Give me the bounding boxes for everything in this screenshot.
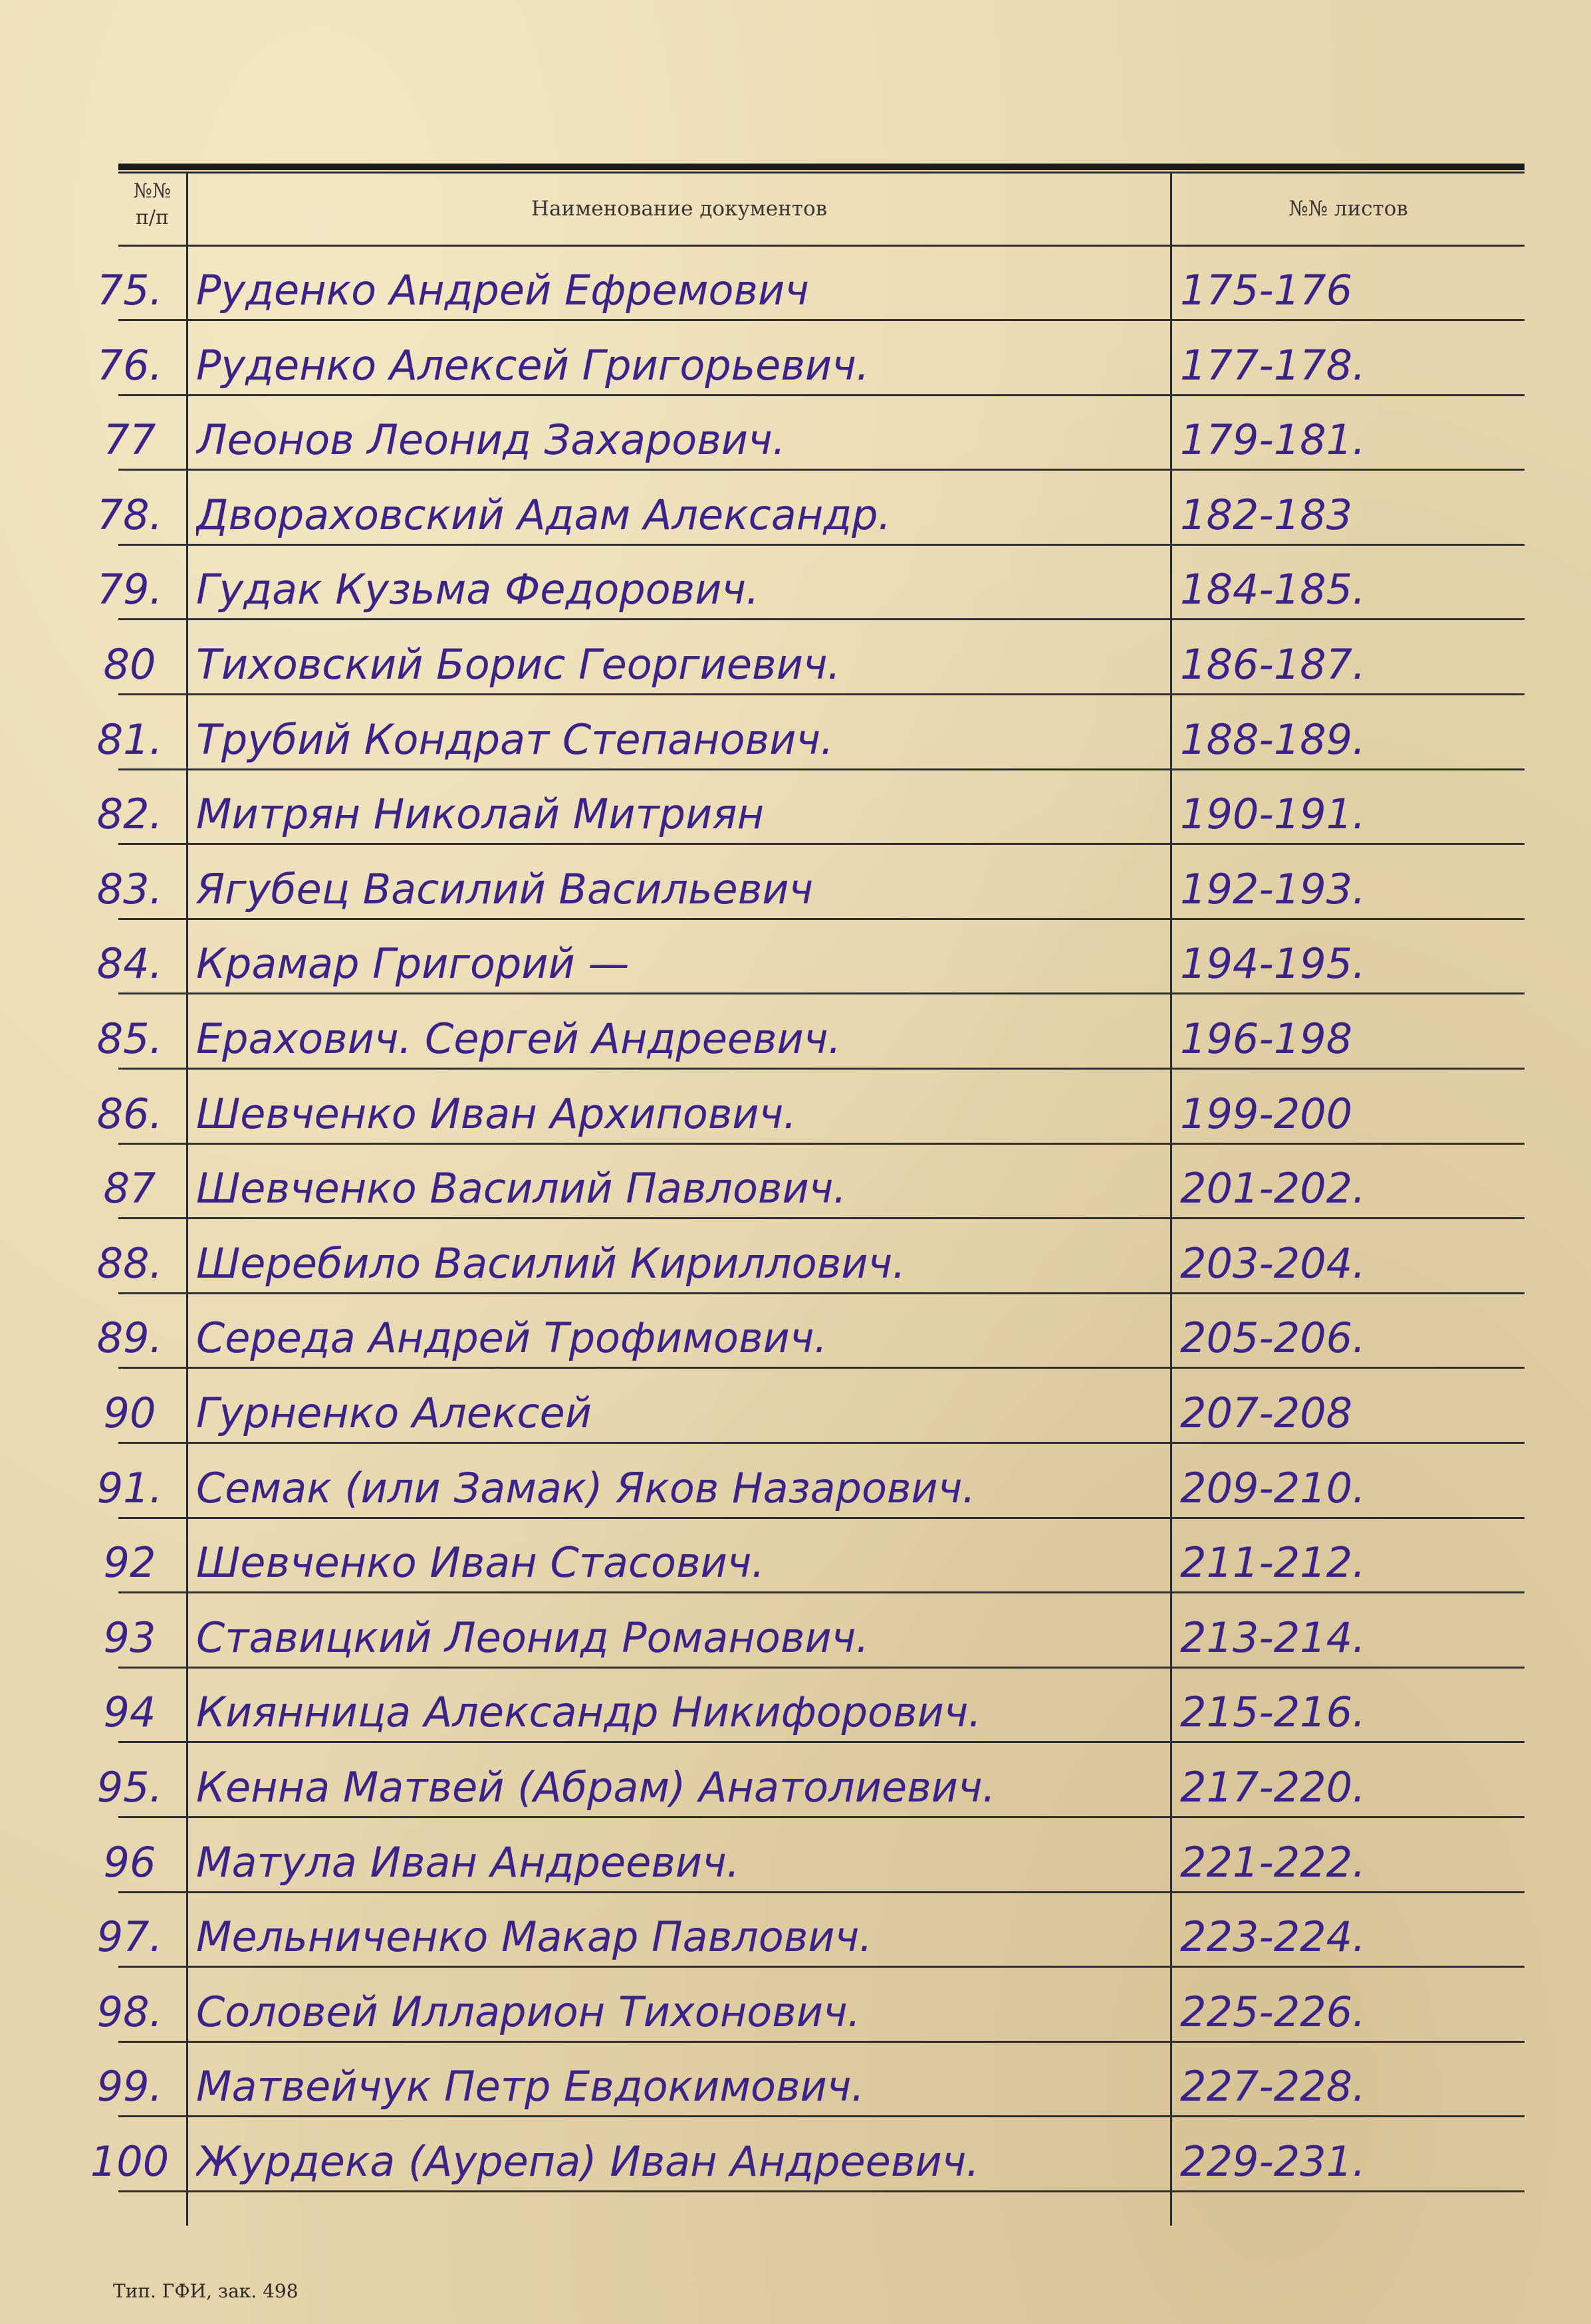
row-sheet-range: 186-187. [1180, 640, 1366, 689]
table-row [73, 471, 1523, 546]
row-sheet-range: 215-216. [1180, 1688, 1366, 1737]
row-document-name: Киянница Александр Никифорович. [196, 1688, 982, 1737]
row-number: 92 [103, 1538, 156, 1587]
row-sheet-range: 203-204. [1180, 1238, 1366, 1288]
row-document-name: Шеребило Василий Кириллович. [196, 1238, 906, 1288]
row-sheet-range: 221-222. [1180, 1837, 1366, 1887]
row-sheet-range: 196-198 [1180, 1014, 1353, 1063]
row-rule [118, 319, 1525, 321]
row-number: 89. [96, 1314, 163, 1363]
column-header-number: №№ п/п [133, 179, 172, 229]
row-number: 75. [96, 266, 163, 314]
row-sheet-range: 188-189. [1180, 715, 1366, 764]
row-document-name: Матвейчук Петр Евдокимович. [196, 2062, 865, 2111]
row-rule [118, 768, 1525, 770]
table-row [73, 2118, 1523, 2192]
row-document-name: Мельниченко Макар Павлович. [196, 1913, 872, 1962]
table-row [73, 1968, 1523, 2043]
row-rule [118, 2115, 1525, 2117]
row-document-name: Двораховский Адам Александр. [196, 490, 892, 539]
row-sheet-range: 192-193. [1180, 864, 1366, 913]
row-rule [118, 469, 1525, 471]
row-sheet-range: 227-228. [1180, 2062, 1366, 2111]
row-document-name: Журдека (Аурепа) Иван Андреевич. [196, 2137, 979, 2186]
row-document-name: Шевченко Василий Павлович. [196, 1164, 847, 1213]
row-number: 99. [96, 2062, 163, 2111]
row-sheet-range: 179-181. [1180, 415, 1366, 465]
row-rule [118, 1068, 1525, 1070]
table-row [73, 1445, 1523, 1519]
row-number: 87 [103, 1164, 156, 1213]
row-rule [118, 918, 1525, 920]
table-row [73, 1669, 1523, 1743]
row-sheet-range: 207-208 [1180, 1389, 1353, 1437]
table-row [73, 2043, 1523, 2117]
table-row [73, 995, 1523, 1070]
column-header-sheet-numbers: №№ листов [1288, 197, 1408, 221]
row-document-name: Руденко Алексей Григорьевич. [196, 340, 870, 390]
row-rule [118, 1816, 1525, 1818]
table-row [73, 1893, 1523, 1968]
table-row [73, 621, 1523, 695]
row-document-name: Ставицкий Леонид Романович. [196, 1613, 870, 1662]
row-number: 90 [103, 1389, 156, 1437]
row-document-name: Трубий Кондрат Степанович. [196, 715, 834, 764]
row-document-name: Ерахович. Сергей Андреевич. [196, 1014, 842, 1063]
row-rule [118, 394, 1525, 396]
row-rule [118, 1591, 1525, 1593]
row-rule [118, 1442, 1525, 1444]
row-sheet-range: 229-231. [1180, 2137, 1366, 2186]
row-document-name: Середа Андрей Трофимович. [196, 1314, 828, 1363]
table-row [73, 1594, 1523, 1669]
row-rule [118, 1741, 1525, 1743]
row-rule [118, 1966, 1525, 1968]
table-row [73, 546, 1523, 620]
row-rule [118, 1217, 1525, 1219]
row-sheet-range: 211-212. [1180, 1538, 1366, 1587]
table-row [73, 1819, 1523, 1893]
row-document-name: Кенна Матвей (Абрам) Анатолиевич. [196, 1763, 996, 1811]
column-header-document-name: Наименование документов [531, 197, 828, 221]
row-sheet-range: 177-178. [1180, 340, 1366, 390]
row-number: 95. [96, 1763, 163, 1811]
row-sheet-range: 223-224. [1180, 1913, 1366, 1962]
row-rule [118, 544, 1525, 546]
row-rule [118, 618, 1525, 620]
row-number: 98. [96, 1987, 163, 2036]
row-number: 96 [103, 1837, 156, 1887]
row-number: 81. [96, 715, 163, 764]
row-number: 97. [96, 1913, 163, 1962]
row-sheet-range: 217-220. [1180, 1763, 1366, 1811]
row-document-name: Матула Иван Андреевич. [196, 1837, 740, 1887]
row-number: 76. [96, 340, 163, 390]
row-number: 86. [96, 1089, 163, 1138]
table-row [73, 247, 1523, 321]
row-sheet-range: 194-195. [1180, 939, 1366, 988]
row-sheet-range: 184-185. [1180, 565, 1366, 614]
row-document-name: Крамар Григорий — [196, 939, 630, 988]
row-rule [118, 992, 1525, 994]
row-sheet-range: 182-183 [1180, 490, 1353, 539]
row-rule [118, 2041, 1525, 2043]
table-row [73, 1519, 1523, 1593]
row-rule [118, 1667, 1525, 1669]
row-document-name: Шевченко Иван Архипович. [196, 1089, 796, 1138]
header-top-rule-thin [118, 172, 1525, 174]
row-document-name: Митрян Николай Митриян [196, 790, 765, 839]
table-row [73, 322, 1523, 396]
printer-footer: Тип. ГФИ, зак. 498 [113, 2280, 299, 2302]
row-document-name: Леонов Леонид Захарович. [196, 415, 786, 465]
row-number: 85. [96, 1014, 163, 1063]
row-sheet-range: 190-191. [1180, 790, 1366, 839]
row-number: 83. [96, 864, 163, 913]
row-number: 82. [96, 790, 163, 839]
row-sheet-range: 201-202. [1180, 1164, 1366, 1213]
row-sheet-range: 225-226. [1180, 1987, 1366, 2036]
table-row [73, 770, 1523, 845]
row-rule [118, 1367, 1525, 1369]
row-rule [118, 1891, 1525, 1893]
row-rule [118, 843, 1525, 845]
row-number: 93 [103, 1613, 156, 1662]
table-row [73, 1294, 1523, 1369]
row-document-name: Шевченко Иван Стасович. [196, 1538, 765, 1587]
row-rule [118, 1292, 1525, 1294]
table-row [73, 1070, 1523, 1145]
row-rule [118, 1143, 1525, 1145]
table-row [73, 846, 1523, 920]
row-document-name: Гудак Кузьма Федорович. [196, 565, 759, 614]
row-rule [118, 693, 1525, 695]
table-row [73, 1145, 1523, 1219]
row-document-name: Семак (или Замак) Яков Назарович. [196, 1463, 976, 1512]
row-sheet-range: 213-214. [1180, 1613, 1366, 1662]
row-rule [118, 1517, 1525, 1519]
row-number: 77 [103, 415, 156, 465]
row-sheet-range: 175-176 [1180, 266, 1353, 314]
table-row [73, 1744, 1523, 1818]
table-row [73, 920, 1523, 994]
row-sheet-range: 209-210. [1180, 1463, 1366, 1512]
row-number: 80 [103, 640, 156, 689]
table-row [73, 396, 1523, 471]
table-row [73, 696, 1523, 770]
table-row [73, 1220, 1523, 1294]
row-document-name: Гурненко Алексей [196, 1389, 592, 1437]
row-number: 84. [96, 939, 163, 988]
row-sheet-range: 199-200 [1180, 1089, 1353, 1138]
row-sheet-range: 205-206. [1180, 1314, 1366, 1363]
row-document-name: Тиховский Борис Георгиевич. [196, 640, 841, 689]
row-number: 94 [103, 1688, 156, 1737]
table-row [73, 1369, 1523, 1444]
row-rule [118, 2190, 1525, 2192]
row-document-name: Ягубец Василий Васильевич [196, 864, 814, 913]
row-document-name: Руденко Андрей Ефремович [196, 266, 809, 314]
header-top-rule [118, 164, 1525, 170]
row-number: 100 [90, 2137, 170, 2186]
row-number: 91. [96, 1463, 163, 1512]
row-number: 79. [96, 565, 163, 614]
row-number: 88. [96, 1238, 163, 1288]
row-number: 78. [96, 490, 163, 539]
row-document-name: Соловей Илларион Тихонович. [196, 1987, 861, 2036]
